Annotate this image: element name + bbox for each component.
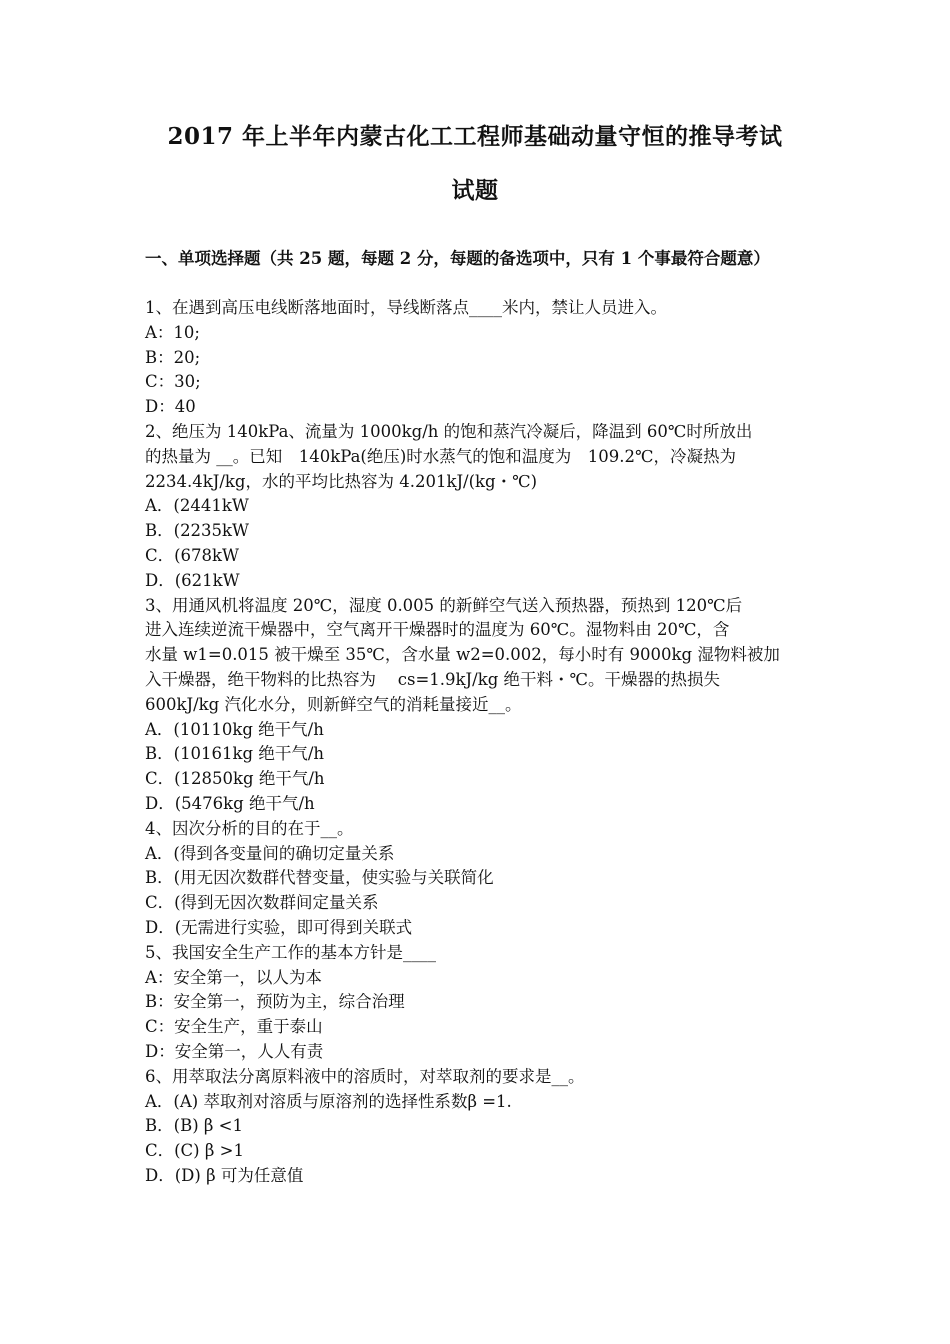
document-title-line-1: 2017 年上半年内蒙古化工工程师基础动量守恒的推导考试 [167, 123, 783, 150]
text-line: D．(5476kg 绝干气/h [145, 793, 315, 813]
text-line: 2234.4kJ/kg，水的平均比热容为 4.201kJ/(kg・℃) [145, 471, 538, 491]
text-line: C：安全生产，重于泰山 [145, 1017, 323, 1037]
text-line: C．(得到无因次数群间定量关系 [145, 893, 379, 913]
text-line: D：安全第一，人人有责 [145, 1041, 324, 1061]
text-line: D：40 [145, 397, 196, 417]
text-line: 进入连续逆流干燥器中，空气离开干燥器时的温度为 60℃。湿物料由 20℃，含 [145, 620, 730, 640]
text-line: B．(B) β <1 [145, 1116, 243, 1136]
text-line: A．(得到各变量间的确切定量关系 [145, 843, 395, 863]
text-line: A：安全第一，以人为本 [145, 967, 322, 987]
text-line: 6、用萃取法分离原料液中的溶质时，对萃取剂的要求是__。 [145, 1066, 585, 1086]
text-line: A．(2441kW [145, 496, 249, 516]
question-body [145, 296, 817, 1189]
text-line: A．(A) 萃取剂对溶质与原溶剂的选择性系数β =1. [145, 1091, 512, 1111]
text-line: A：10; [145, 322, 200, 342]
text-line: 2、绝压为 140kPa、流量为 1000kg/h 的饱和蒸汽冷凝后，降温到 60℃时所放出 [145, 421, 753, 441]
document-title-line-2: 试题 [451, 177, 499, 204]
text-line: B．(2235kW [145, 521, 250, 541]
text-line: 4、因次分析的目的在于__。 [145, 818, 354, 838]
text-line: B：20; [145, 347, 201, 367]
text-line: D．(无需进行实验，即可得到关联式 [145, 917, 413, 937]
text-line: A．(10110kg 绝干气/h [145, 719, 324, 739]
text-line: 1、在遇到高压电线断落地面时，导线断落点____米内，禁让人员进入。 [145, 298, 667, 317]
text-line: C：30; [145, 372, 201, 392]
text-line: 600kJ/kg 汽化水分，则新鲜空气的消耗量接近__。 [145, 694, 522, 714]
text-line: 的热量为 __。已知 140kPa(绝压)时水蒸气的饱和温度为 109.2℃，冷凝热为 [145, 446, 737, 466]
text-line: 3、用通风机将温度 20℃，湿度 0.005 的新鲜空气送入预热器，预热到 120℃后 [145, 595, 743, 615]
text-line: 5、我国安全生产工作的基本方针是____ [145, 942, 436, 962]
section-heading: 一、单项选择题（共 25 题，每题 2 分，每题的备选项中，只有 1 个事最符合题意） [145, 249, 770, 268]
text-line: B．(用无因次数群代替变量，使实验与关联简化 [145, 868, 494, 888]
text-line: 水量 w1=0.015 被干燥至 35℃，含水量 w2=0.002，每小时有 9000kg 湿物料被加 [145, 645, 780, 665]
text-line: D．(621kW [145, 570, 240, 590]
text-line: C．(678kW [145, 545, 240, 565]
text-line: 入干燥器，绝干物料的比热容为 cs=1.9kJ/kg 绝干料・℃。干燥器的热损失 [145, 669, 720, 689]
text-line: D．(D) β 可为任意值 [145, 1165, 304, 1185]
text-line: B：安全第一，预防为主，综合治理 [145, 992, 405, 1012]
text-line: C．(12850kg 绝干气/h [145, 769, 325, 789]
text-line: C．(C) β >1 [145, 1141, 244, 1161]
text-line: B．(10161kg 绝干气/h [145, 744, 325, 764]
